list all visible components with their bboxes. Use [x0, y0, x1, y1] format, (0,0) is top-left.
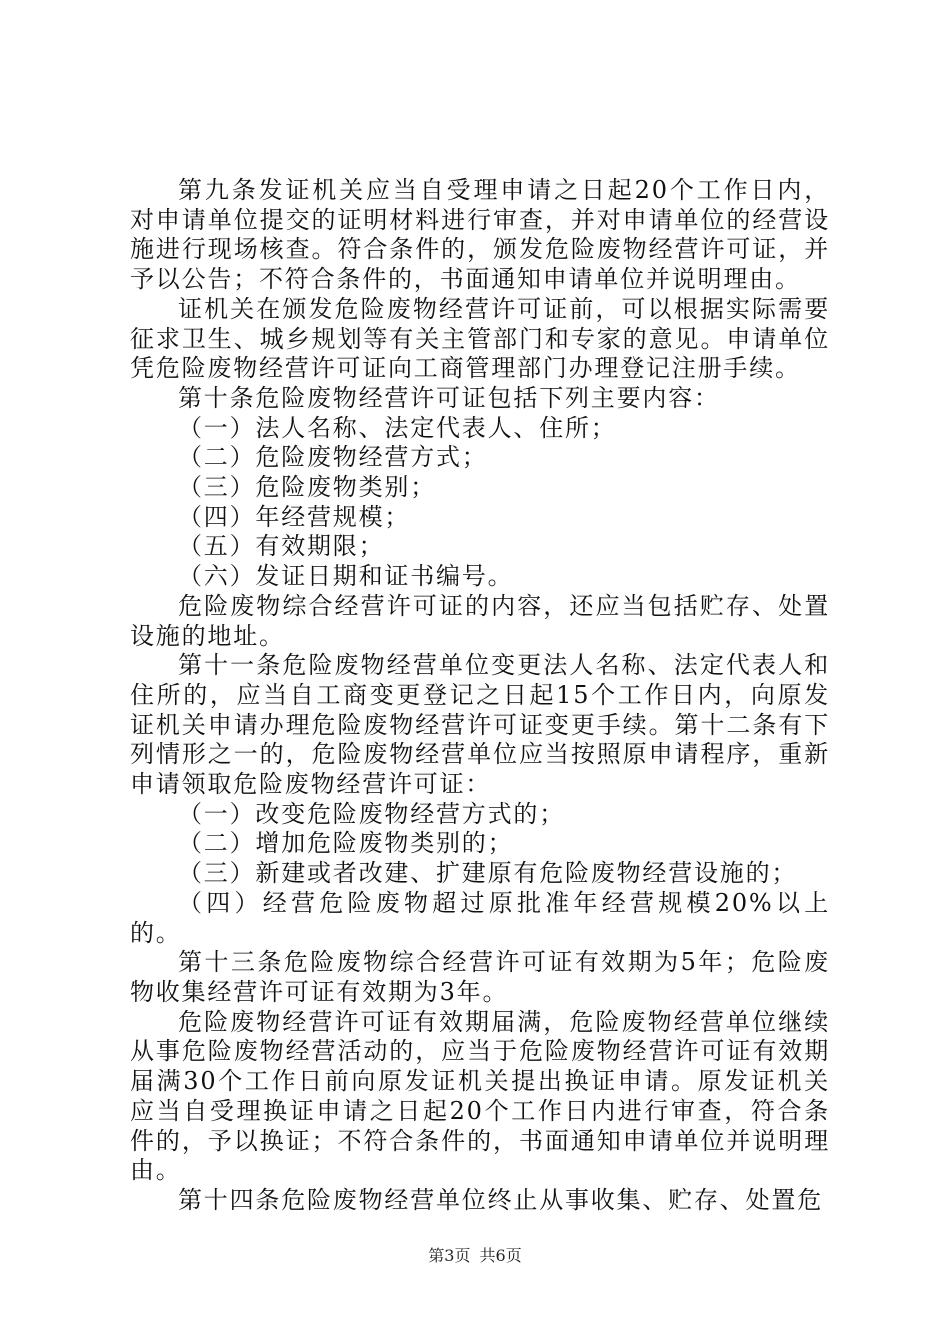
- paragraph-article-13: 第十三条危险废物综合经营许可证有效期为5年；危险废物收集经营许可证有效期为3年。: [130, 948, 830, 1006]
- paragraph-article-11-12: 第十一条危险废物经营单位变更法人名称、法定代表人和住所的，应当自工商变更登记之日起15个工作日内，向原发证机关申请办理危险废物经营许可证变更手续。第十二条有下列情形之一的，危险废物经营单位应当按照原申请程序，重新申请领取危险废物经营许可证：: [130, 651, 830, 799]
- list-item: （四）年经营规模；: [178, 502, 411, 531]
- document-body: [130, 176, 830, 1216]
- paragraph-licensing-consultation: 证机关在颁发危险废物经营许可证前，可以根据实际需要征求卫生、城乡规划等有关主管部门和专家的意见。申请单位凭危险废物经营许可证向工商管理部门办理登记注册手续。: [130, 294, 830, 383]
- paragraph-renewal: 危险废物经营许可证有效期届满，危险废物经营单位继续从事危险废物经营活动的，应当于危险废物经营许可证有效期届满30个工作日前向原发证机关提出换证申请。原发证机关应当自受理换证申请之日起20个工作日内进行审查，符合条件的，予以换证；不符合条件的，书面通知申请单位并说明理由。: [130, 1007, 830, 1185]
- list-item: （二）危险废物经营方式；: [178, 443, 488, 472]
- list-item: （三）危险废物类别；: [178, 473, 436, 502]
- list-item: （一）法人名称、法定代表人、住所；: [178, 413, 617, 442]
- list-item: （六）发证日期和证书编号。: [178, 562, 514, 591]
- paragraph-article-9: 第九条发证机关应当自受理申请之日起20个工作日内，对申请单位提交的证明材料进行审查，并对申请单位的经营设施进行现场核查。符合条件的，颁发危险废物经营许可证，并予以公告；不符合条件的，书面通知申请单位并说明理由。: [130, 176, 830, 294]
- paragraph-article-14: 第十四条危险废物经营单位终止从事收集、贮存、处置危: [178, 1185, 823, 1214]
- paragraph-article-10: 第十条危险废物经营许可证包括下列主要内容：: [178, 383, 720, 412]
- page-footer: [0, 1243, 950, 1266]
- page-total: 共6页: [479, 1246, 522, 1265]
- paragraph-comprehensive-license: 危险废物综合经营许可证的内容，还应当包括贮存、处置设施的地址。: [130, 591, 830, 650]
- list-item: （三）新建或者改建、扩建原有危险废物经营设施的；: [178, 859, 798, 888]
- list-item: （一）改变危险废物经营方式的；: [178, 799, 565, 828]
- list-item: （二）增加危险废物类别的；: [178, 829, 514, 858]
- page-number: 第3页: [428, 1246, 471, 1265]
- list-item: （五）有效期限；: [178, 532, 385, 561]
- list-item: （四）经营危险废物超过原批准年经营规模20%以上的。: [130, 888, 830, 947]
